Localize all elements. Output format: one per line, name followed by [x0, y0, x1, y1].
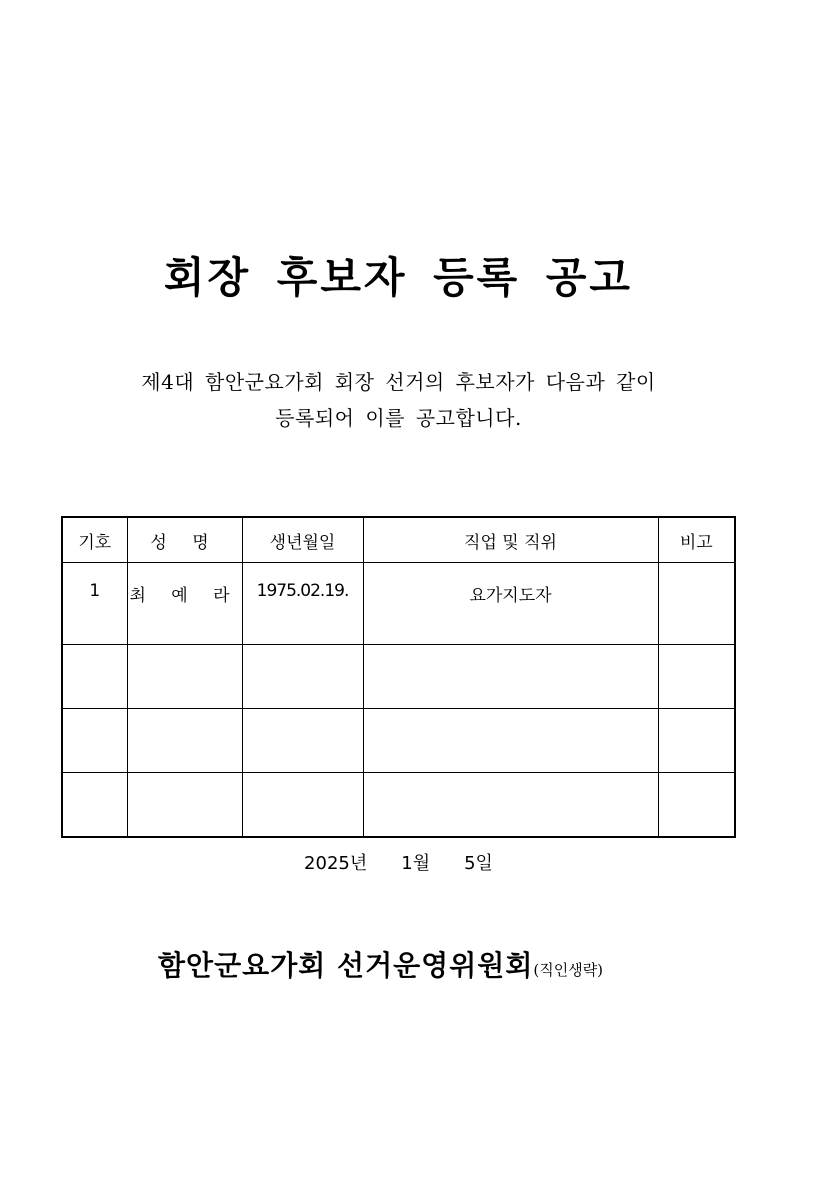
cell-number: 1	[62, 563, 127, 645]
cell-name: 최 예 라	[127, 563, 242, 645]
cell-remarks	[658, 645, 735, 709]
intro-line-2: 등록되어 이를 공고합니다.	[275, 406, 522, 430]
header-number: 기호	[62, 517, 127, 563]
header-occupation: 직업 및 직위	[363, 517, 658, 563]
header-name: 성 명	[127, 517, 242, 563]
candidate-table	[61, 516, 736, 838]
intro-line-1: 제4대 함안군요가회 회장 선거의 후보자가 다음과 같이	[141, 370, 656, 394]
cell-number	[62, 709, 127, 773]
table-row	[62, 645, 735, 709]
issuing-organization	[158, 942, 603, 994]
header-remarks: 비고	[658, 517, 735, 563]
table-header-row	[62, 517, 735, 563]
date-year: 2025년	[304, 853, 368, 874]
notice-title: 회장 후보자 등록 공고	[163, 253, 633, 302]
table-row	[62, 709, 735, 773]
cell-birthdate	[242, 773, 363, 838]
cell-remarks	[658, 563, 735, 645]
header-birthdate: 생년월일	[242, 517, 363, 563]
cell-occupation	[363, 645, 658, 709]
cell-birthdate: 1975.02.19.	[242, 563, 363, 645]
date-day: 5일	[464, 853, 493, 874]
notice-date	[0, 850, 797, 878]
table-row	[62, 563, 735, 645]
cell-occupation	[363, 709, 658, 773]
seal-omitted-note: (직인생략)	[533, 961, 604, 979]
cell-name	[127, 709, 242, 773]
cell-remarks	[658, 773, 735, 838]
cell-remarks	[658, 709, 735, 773]
organization-name: 함안군요가회 선거운영위원회	[158, 949, 534, 982]
cell-name	[127, 773, 242, 838]
cell-birthdate	[242, 645, 363, 709]
cell-name	[127, 645, 242, 709]
cell-occupation	[363, 773, 658, 838]
date-month: 1월	[401, 853, 431, 874]
cell-number	[62, 773, 127, 838]
cell-number	[62, 645, 127, 709]
table-row	[62, 773, 735, 838]
cell-occupation: 요가지도자	[363, 563, 658, 645]
cell-birthdate	[242, 709, 363, 773]
